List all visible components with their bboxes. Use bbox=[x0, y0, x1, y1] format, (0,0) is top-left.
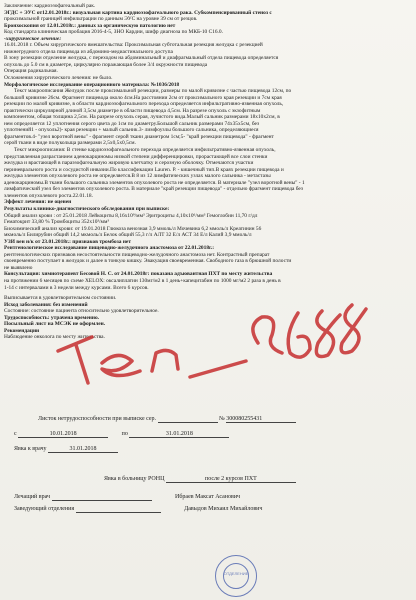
text-line: резекции по малой кривизне, в области кардиоэзофагеального перехода определяется инфильтративно-язвенная опухоль, bbox=[4, 101, 284, 108]
text-line: компонентом, общая толщина 2,5см. На разрезе опухоль серая, лучистого вида.Малый сальник размерами 18х10х2см, в bbox=[4, 114, 280, 121]
stamp-text: ОТДЕЛЕНИЕ bbox=[223, 571, 249, 576]
text-line: Трудоспособность: утрачена временно. bbox=[4, 314, 99, 321]
text-line: Текст микроописания: В стенке кардиоэзофагеального перехода определяется инфильтративно-язвенная опухоль, bbox=[14, 147, 276, 154]
document-body bbox=[4, 3, 412, 341]
sick-leave-series-field bbox=[158, 416, 218, 423]
text-line: Гематокрит 33,80 % Тромбоциты 352х10³/мм³ bbox=[4, 219, 109, 226]
text-line: нем определяется 12 уплотнения серого цвета до 1см по диаметру.Большой сальник размерами 74х35х5см, без bbox=[4, 120, 260, 127]
text-line: Осложнения хирургического лечения: не было. bbox=[4, 75, 113, 82]
attending-doctor-name: Ибраев Максат Асанович bbox=[175, 494, 241, 500]
text-line: ЭГДС + ЭУС от12.01.2018г.: визуальная картина кардиоэзофагеального рака. Субкомпенсированный стеноз с bbox=[4, 9, 272, 16]
head-of-department-signature-line bbox=[76, 506, 161, 513]
text-line: уплотнений1 - опухоль2)- края резекции + малый сальник.3- лимфоузлы большого сальника, определяющиеся bbox=[4, 127, 259, 134]
text-line: лимфатический узел без элементов опухолевого роста. В материале "край резекции пищевода" - отдельно фрагмент пищевода без bbox=[4, 186, 304, 193]
sick-leave-no-field bbox=[226, 416, 296, 423]
text-line: Операция радикальная. bbox=[4, 68, 58, 75]
hospital-visit-value: после 2 курсов ПХТ bbox=[204, 476, 257, 482]
text-line: Код стандарта клиническая пробация 2016-4-5, ЗНО Кардии, шифр диагноза по МКБ-10 С16.0. bbox=[4, 29, 223, 36]
attending-doctor-signature-line bbox=[52, 494, 152, 501]
text-line: Исход заболевания: без изменений bbox=[4, 301, 88, 308]
discharge-section bbox=[4, 295, 412, 341]
text-line: большой кривизне 26см. Фрагмент пищевода около 4см.На расстоянии 2см от проксимального края резекции и 7см края bbox=[4, 94, 282, 101]
text-line: Результаты клинико-диагностического обследования при выписке: bbox=[4, 205, 170, 212]
text-line: желудка и врастающей в параэзофагеальную жировую клетчатку и серозную оболочку. Отмечаются участки bbox=[4, 160, 254, 167]
text-line: фрагментов.4- "узел воротной вены" - фрагмент серой ткани диаметром 1см;5- "край резекции пищевода" - фрагмент bbox=[4, 133, 274, 140]
text-line: Бронхоскопия от 12.01.2018г.: данных за органическую патологию нет bbox=[4, 22, 176, 29]
date-from: 10.01.2018 bbox=[49, 431, 77, 437]
doctor-visit-date: 31.01.2018 bbox=[69, 446, 97, 452]
head-of-department-label: Заведующий отделения bbox=[14, 506, 75, 512]
sick-leave-label: Листок нетрудоспособности при выписке сер. bbox=[38, 416, 157, 422]
text-line: не выявлено bbox=[4, 264, 33, 271]
text-line: 1-14 с интервалами в 3 недели между курсами. Всего 6 курсов. bbox=[4, 284, 149, 291]
text-line: нижнегрудного отдела пищевода из абдомино-медиастинального доступа bbox=[4, 48, 173, 55]
sick-leave-no-label: № bbox=[219, 416, 225, 422]
head-of-department-name: Давыдов Михаил Михайлович bbox=[184, 506, 263, 512]
text-line: на протяжении 6 месяцев по схеме XELOX: оксалиплатин 130мг/м2 в 1 день+капецитабин по 1000 мг/м2 2 раза в день в bbox=[4, 277, 281, 284]
text-line: проксимальной границей инфильтрации по данным ЭУС на уровне 39 см от резцов. bbox=[4, 16, 198, 23]
text-line: опухоль до 5.0 см в диаметре, циркулярно поражающая более 3/4 окружности пищевода bbox=[4, 61, 208, 68]
text-line: Наблюдение онколога по месту жительства. bbox=[4, 334, 105, 341]
sick-leave-number: 300080255431 bbox=[226, 416, 263, 422]
text-line: В зону резекции отделение желудка, с переходом на абдоминальный и диафрагмальный отдела пищевода определяется bbox=[4, 55, 279, 62]
text-line: элементов опухолевого роста.22.01.18. bbox=[4, 192, 93, 199]
date-to-field bbox=[129, 431, 229, 438]
text-line: желудка элементов опухолевого роста не определяется.В 8 из 12 лимфатических узлах малого сальника - метастазы bbox=[4, 173, 271, 180]
text-line: периневрального роста и сосудистой инвазии.По классификации Lauren. Р. - кишечный тип.В краях резекции пищевода и bbox=[4, 166, 284, 173]
doctor-visit-label: Явка к врачу bbox=[14, 446, 47, 452]
text-line: Эффект лечения: не оценен bbox=[4, 199, 72, 206]
text-line: Выписывается в удовлетворительном состоянии. bbox=[4, 295, 117, 302]
text-line: Биохимический анализ крови: от 19.01.2018 Глюкоза венозная 3,9 ммоль/л Мочевина 6,2 ммоль/л Креатинин 56 bbox=[4, 225, 262, 232]
text-line: Общий анализ крови : от 25.01.2018 Лейкоциты 8,16х10⁹/мм³ Эритроциты 4,10х10⁶/мм³ Гемоглобин 11,70 г/дл bbox=[4, 212, 258, 219]
date-from-label: с bbox=[14, 431, 17, 437]
text-line: Состояние: состояние пациента относительно удовлетворительное. bbox=[4, 308, 159, 315]
date-to-label: по bbox=[121, 431, 128, 437]
text-line: Рекомендации bbox=[4, 327, 40, 334]
text-line: представленная разрастанием аденокарциномы низкой степени дифференцировки, прорастающей все слои стенки bbox=[4, 153, 268, 160]
text-line: Посыльный лист на МСЭК не оформлен. bbox=[4, 321, 106, 328]
hospital-visit-field bbox=[166, 476, 296, 483]
main-text bbox=[4, 3, 412, 291]
doctor-visit-field bbox=[48, 446, 118, 453]
text-line: Морфологическое исследование операционного материала: №1036/2018 bbox=[4, 81, 180, 88]
text-line: Текст макроописания Желудок после проксимальной резекции, размеры по малой кривизне с частью пищевода 12см, по bbox=[14, 88, 292, 95]
text-line: УЗИ вен н/к от 23.01.2018г.: признаков тромбоза нет bbox=[4, 238, 131, 245]
date-from-field bbox=[18, 431, 108, 438]
text-line: практически циркулярной длиной 3,5см диаметре в области пищевода 4,5см. На разрезе опухоль с экзофитным bbox=[4, 107, 261, 114]
text-line: серой ткани в виде полуколыца размерами 2,5х0,5х0,5см. bbox=[4, 140, 136, 147]
text-line: Рентгенологическое исследование пищеводно-желудочного анастомоза от 22.01.2018г.: bbox=[4, 245, 214, 252]
text-line: своевременно поступает в желудок и далее в тонкую кишку. Эвакуация своевременная. Свободного газа в брюшной полости bbox=[4, 258, 292, 265]
hospital-visit-label: Явка в больницу РОНЦ bbox=[104, 476, 165, 482]
text-line: -хирургическое лечение: bbox=[4, 35, 62, 42]
text-line: мкмоль/л Билирубин общий 14,2 мкмоль/л Белок общий 55,3 г/л АЛТ 32 Е/л АСТ 34 Е/л Калий 3,9 ммоль/л bbox=[4, 232, 252, 239]
text-line: рентгенологических признаков несостоятельности пищеводно-желудочного анастомоза нет. Контрастный препарат bbox=[4, 251, 270, 258]
text-line: аденокарциномы.В ткани большого сальника элементов опухолевого роста не определяется. В материале "узел воротной вены" - 1 bbox=[4, 179, 305, 186]
attending-doctor-label: Лечащий врач bbox=[14, 494, 51, 500]
text-line: Консультация: химиотерапевт Бесовой Н. С. от 24.01.2018г: показана адъювантная ПХТ по месту жительства bbox=[4, 271, 273, 278]
date-to: 31.01.2018 bbox=[165, 431, 193, 437]
text-line: Заключение: кардиоэзофагеальный рак. bbox=[4, 3, 96, 9]
department-stamp bbox=[215, 555, 257, 597]
text-line: 16.01.2018 г. Объем хирургического вмешательства: Проксимальная субтотальная резекция желудка с резекцией bbox=[4, 42, 263, 49]
